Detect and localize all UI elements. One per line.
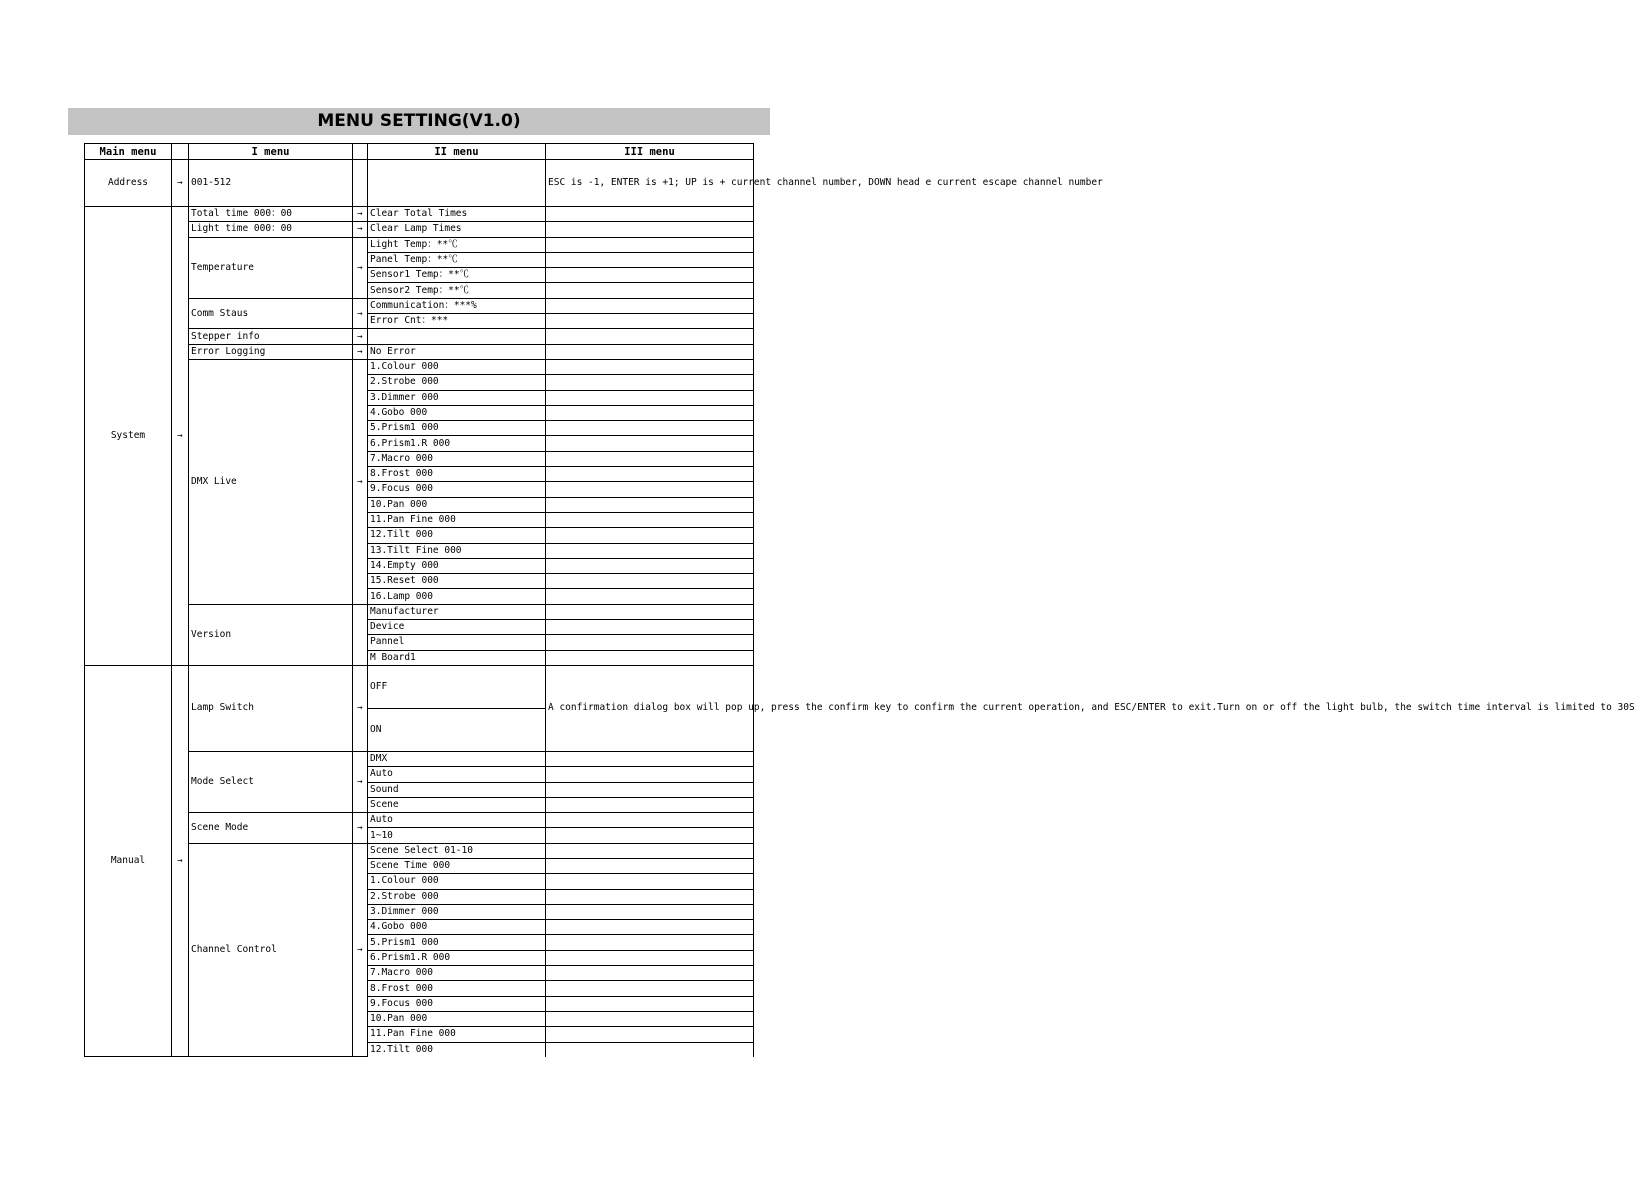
ii-menu-item: 4.Gobo 000 [368,920,546,935]
arrow-icon: → [172,207,189,666]
ii-menu-item: 10.Pan 000 [368,1011,546,1026]
iii-menu-cell [546,935,754,950]
ii-menu-item: ON [368,708,546,751]
arrow-icon: → [353,751,368,812]
ii-menu-item: Sensor2 Temp：**℃ [368,283,546,298]
iii-menu-cell [546,543,754,558]
arrow-icon: → [353,344,368,359]
iii-menu-cell [546,620,754,635]
iii-menu-cell [546,329,754,344]
i-menu-item: Version [189,604,353,665]
system-row [85,207,754,222]
manual-row [85,665,754,708]
ii-menu-item: 1~10 [368,828,546,843]
ii-menu-item: 16.Lamp 000 [368,589,546,604]
main-menu-manual: Manual [85,665,172,1056]
ii-menu-item: Clear Lamp Times [368,222,546,237]
iii-menu-cell [546,558,754,573]
ii-menu-item: 12.Tilt 000 [368,1042,546,1057]
page-title: MENU SETTING(V1.0) [68,108,770,135]
ii-menu-item: 7.Macro 000 [368,451,546,466]
iii-menu-cell [546,635,754,650]
iii-menu-cell [546,650,754,665]
ii-menu-item: Manufacturer [368,604,546,619]
ii-menu-item: 14.Empty 000 [368,558,546,573]
iii-menu-cell [546,467,754,482]
iii-menu-cell [546,252,754,267]
i-menu-item: Lamp Switch [189,665,353,751]
ii-menu-item: Auto [368,813,546,828]
iii-menu-cell [546,222,754,237]
header-i-menu: I menu [189,144,353,160]
ii-menu-item: Scene [368,797,546,812]
ii-menu-item: 1.Colour 000 [368,359,546,374]
ii-menu-item: 1.Colour 000 [368,874,546,889]
ii-menu-item: 5.Prism1 000 [368,935,546,950]
ii-menu-item: 6.Prism1.R 000 [368,950,546,965]
iii-menu-cell [546,344,754,359]
menu-settings-table [84,143,1635,1057]
ii-menu-cell [368,329,546,344]
iii-menu-cell [546,843,754,858]
main-menu-address: Address [85,160,172,207]
header-spacer [172,144,189,160]
ii-menu-item: OFF [368,665,546,708]
ii-menu-item: No Error [368,344,546,359]
i-menu-item: Channel Control [189,843,353,1057]
iii-menu-cell [546,828,754,843]
ii-menu-item: Pannel [368,635,546,650]
iii-menu-cell [546,298,754,313]
ii-menu-item: 6.Prism1.R 000 [368,436,546,451]
ii-menu-item: Error Cnt：*** [368,314,546,329]
ii-menu-item: 15.Reset 000 [368,574,546,589]
arrow-icon: → [172,160,189,207]
ii-menu-item: Clear Total Times [368,207,546,222]
header-ii-menu: II menu [368,144,546,160]
i-menu-item: Scene Mode [189,813,353,844]
ii-menu-item: 8.Frost 000 [368,981,546,996]
address-description: ESC is -1, ENTER is +1; UP is + current channel number, DOWN head e current escape channel number [546,160,754,207]
ii-menu-item: 12.Tilt 000 [368,528,546,543]
ii-menu-item: Sensor1 Temp：**℃ [368,268,546,283]
iii-menu-cell [546,451,754,466]
iii-menu-cell [546,950,754,965]
ii-menu-item: DMX [368,751,546,766]
iii-menu-cell [546,207,754,222]
ii-menu-item: Communication：***% [368,298,546,313]
iii-menu-cell [546,283,754,298]
iii-menu-cell [546,574,754,589]
iii-menu-cell [546,782,754,797]
iii-menu-cell [546,589,754,604]
iii-menu-cell [546,874,754,889]
i-menu-item: Temperature [189,237,353,298]
arrow-icon: → [353,843,368,1057]
arrow-icon: → [353,237,368,298]
arrow-icon: → [353,207,368,222]
address-row [85,160,754,207]
ii-menu-item: Light Temp：**℃ [368,237,546,252]
iii-menu-cell [546,482,754,497]
i-menu-item: Stepper info [189,329,353,344]
arrow-icon: → [172,665,189,1056]
ii-menu-item: 13.Tilt Fine 000 [368,543,546,558]
spacer-cell [353,160,368,207]
iii-menu-cell [546,904,754,919]
ii-menu-item: Sound [368,782,546,797]
iii-menu-cell [546,858,754,873]
main-menu-system: System [85,207,172,666]
ii-menu-item: 8.Frost 000 [368,467,546,482]
ii-menu-item: 5.Prism1 000 [368,421,546,436]
iii-menu-cell [546,981,754,996]
ii-menu-item: Panel Temp：**℃ [368,252,546,267]
header-row [85,144,754,160]
header-main-menu: Main menu [85,144,172,160]
ii-menu-item: Device [368,620,546,635]
ii-menu-item: M Board1 [368,650,546,665]
iii-menu-cell [546,889,754,904]
ii-menu-cell [368,160,546,207]
iii-menu-cell [546,436,754,451]
iii-menu-cell [546,512,754,527]
arrow-icon: → [353,298,368,329]
ii-menu-item: 9.Focus 000 [368,996,546,1011]
ii-menu-item: 4.Gobo 000 [368,405,546,420]
lamp-switch-description: A confirmation dialog box will pop up, press the confirm key to confirm the current operation, and ESC/ENTER to exit.Turn on or off the light bulb, the switch time interval is limited to 30S [546,665,754,751]
ii-menu-item: 11.Pan Fine 000 [368,1027,546,1042]
ii-menu-item: Auto [368,767,546,782]
address-range: 001-512 [189,160,353,207]
ii-menu-item: 7.Macro 000 [368,966,546,981]
iii-menu-cell [546,497,754,512]
i-menu-item: DMX Live [189,359,353,604]
iii-menu-cell [546,966,754,981]
ii-menu-item: Scene Select 01-10 [368,843,546,858]
i-menu-item: Mode Select [189,751,353,812]
i-menu-item: Error Logging [189,344,353,359]
ii-menu-item: 2.Strobe 000 [368,889,546,904]
iii-menu-cell [546,920,754,935]
iii-menu-cell [546,751,754,766]
iii-menu-cell [546,767,754,782]
iii-menu-cell [546,604,754,619]
iii-menu-cell [546,1027,754,1042]
header-spacer [353,144,368,160]
header-iii-menu: III menu [546,144,754,160]
ii-menu-item: 3.Dimmer 000 [368,390,546,405]
i-menu-item: Total time 000：00 [189,207,353,222]
ii-menu-item: 10.Pan 000 [368,497,546,512]
ii-menu-item: Scene Time 000 [368,858,546,873]
arrow-icon: → [353,222,368,237]
ii-menu-item: 9.Focus 000 [368,482,546,497]
spacer-cell [353,604,368,665]
iii-menu-cell [546,813,754,828]
ii-menu-item: 3.Dimmer 000 [368,904,546,919]
iii-menu-cell [546,375,754,390]
iii-menu-cell [546,237,754,252]
iii-menu-cell [546,421,754,436]
iii-menu-cell [546,996,754,1011]
arrow-icon: → [353,665,368,751]
arrow-icon: → [353,329,368,344]
i-menu-item: Light time 000：00 [189,222,353,237]
arrow-icon: → [353,359,368,604]
ii-menu-item: 11.Pan Fine 000 [368,512,546,527]
iii-menu-cell [546,1011,754,1026]
iii-menu-cell [546,797,754,812]
iii-menu-cell [546,528,754,543]
iii-menu-cell [546,268,754,283]
iii-menu-cell [546,405,754,420]
ii-menu-item: 2.Strobe 000 [368,375,546,390]
iii-menu-cell [546,390,754,405]
iii-menu-cell [546,314,754,329]
arrow-icon: → [353,813,368,844]
iii-menu-cell [546,1042,754,1057]
i-menu-item: Comm Staus [189,298,353,329]
iii-menu-cell [546,359,754,374]
